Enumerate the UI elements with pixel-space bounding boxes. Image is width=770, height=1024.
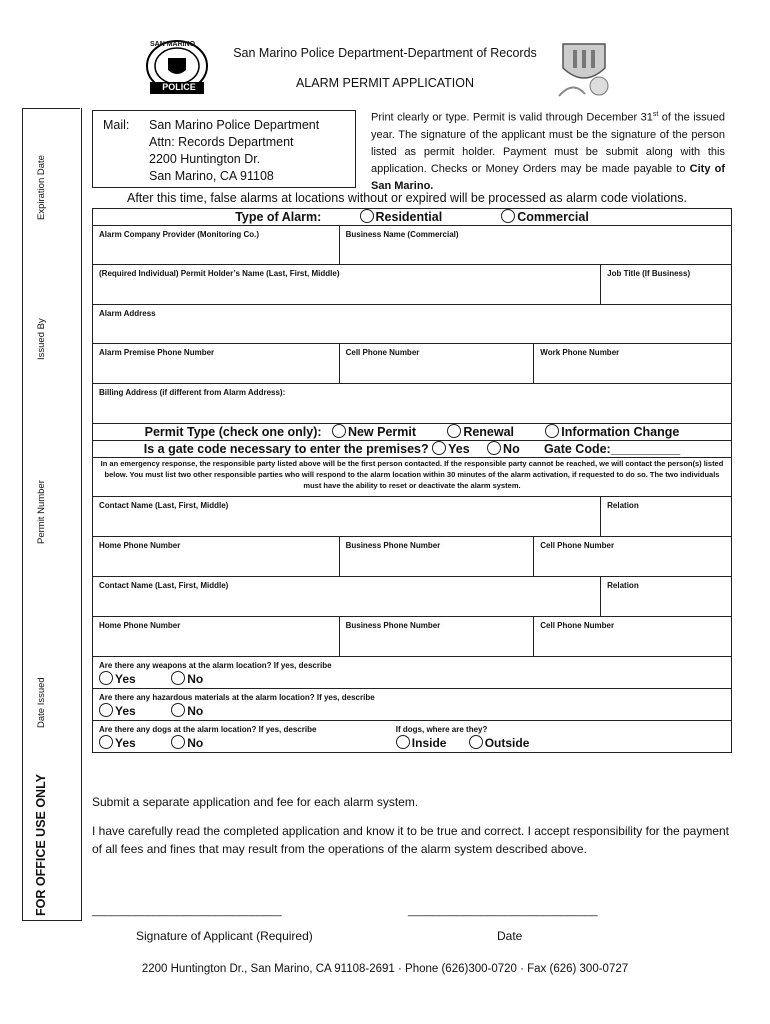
office-use-sidebar (22, 108, 82, 921)
dogs-inside-option[interactable]: Inside (396, 736, 447, 750)
expiration-date-label: Expiration Date (36, 155, 47, 220)
gate-no-radio[interactable] (487, 441, 501, 455)
dogs-no-radio[interactable] (171, 735, 185, 749)
cell-phone-field-2[interactable]: Cell Phone Number (534, 617, 732, 657)
dogs-inside-radio[interactable] (396, 735, 410, 749)
dogs-question: Are there any dogs at the alarm location? If yes, describe Yes No (93, 721, 534, 753)
emergency-notice: In an emergency response, the responsible party listed above will be the first person contacted. If the responsible party cannot be reached, we will contact the person(s) listed below. You must list two other responsible parties who will respond to the alarm location within 30 minutes of the alarm activation, if requested to do so. The two individuals must have the ability to reset or deactivate the alarm system. (93, 458, 732, 497)
date-line[interactable]: _______________________________ (408, 905, 598, 917)
hazmat-no-option[interactable]: No (171, 704, 203, 718)
residential-radio[interactable] (360, 209, 374, 223)
gate-yes-radio[interactable] (432, 441, 446, 455)
mail-line-2: Attn: Records Department (149, 135, 294, 149)
hazmat-yes-option[interactable]: Yes (99, 704, 136, 718)
dogs-location-question: If dogs, where are they? Inside Outside (534, 721, 732, 753)
violation-note: After this time, false alarms at locations without or expired will be processed as alarm code violations. (127, 191, 687, 205)
relation-field-2[interactable]: Relation (601, 577, 732, 617)
home-phone-field-1[interactable]: Home Phone Number (93, 537, 340, 577)
new-permit-radio[interactable] (332, 424, 346, 438)
badge-bottom-text: POLICE (162, 82, 196, 92)
office-use-only-label: FOR OFFICE USE ONLY (34, 774, 48, 916)
commercial-option[interactable]: Commercial (501, 210, 589, 224)
mail-line-1: San Marino Police Department (149, 118, 320, 132)
cell-phone-field[interactable]: Cell Phone Number (339, 344, 534, 384)
gate-question: Is a gate code necessary to enter the premises? (143, 442, 429, 456)
premise-phone-field[interactable]: Alarm Premise Phone Number (93, 344, 340, 384)
dogs-outside-option[interactable]: Outside (469, 736, 530, 750)
renewal-radio[interactable] (447, 424, 461, 438)
contact-name-field-1[interactable]: Contact Name (Last, First, Middle) (93, 497, 601, 537)
weapons-question: Are there any weapons at the alarm location? If yes, describe Yes No (93, 657, 732, 689)
new-permit-option[interactable]: New Permit (332, 425, 416, 439)
info-change-radio[interactable] (545, 424, 559, 438)
hazmat-yes-radio[interactable] (99, 703, 113, 717)
mail-line-4: San Marino, CA 91108 (149, 169, 274, 183)
home-phone-field-2[interactable]: Home Phone Number (93, 617, 340, 657)
signature-line[interactable]: _______________________________ (92, 905, 282, 917)
job-title-field[interactable]: Job Title (If Business) (601, 265, 732, 305)
hazmat-question: Are there any hazardous materials at the alarm location? If yes, describe Yes No (93, 689, 732, 721)
print-instructions: Print clearly or type. Permit is valid through December 31st of the issued year. The signature of the applicant must be the signature of the person listed as permit holder. Payment must be submit along with this application. Checks or Money Orders may be made payable to City of San Marino. (371, 111, 725, 192)
gate-yes-option[interactable]: Yes (432, 442, 470, 456)
weapons-no-radio[interactable] (171, 671, 185, 685)
weapons-yes-option[interactable]: Yes (99, 672, 136, 686)
business-phone-field-2[interactable]: Business Phone Number (339, 617, 534, 657)
business-phone-field-1[interactable]: Business Phone Number (339, 537, 534, 577)
weapons-yes-radio[interactable] (99, 671, 113, 685)
business-name-field[interactable]: Business Name (Commercial) (339, 226, 731, 265)
work-phone-field[interactable]: Work Phone Number (534, 344, 732, 384)
contact-name-field-2[interactable]: Contact Name (Last, First, Middle) (93, 577, 601, 617)
mail-line-3: 2200 Huntington Dr. (149, 152, 261, 166)
issued-by-label: Issued By (36, 318, 47, 360)
billing-address-field[interactable]: Billing Address (if different from Alarm Address): (93, 384, 732, 424)
dogs-yes-radio[interactable] (99, 735, 113, 749)
commercial-radio[interactable] (501, 209, 515, 223)
gate-code-field[interactable]: Gate Code:__________ (544, 442, 681, 456)
permit-holder-field[interactable]: (Required Individual) Permit Holder’s Name (Last, First, Middle) (93, 265, 601, 305)
alarm-company-field[interactable]: Alarm Company Provider (Monitoring Co.) (93, 226, 340, 265)
dogs-no-option[interactable]: No (171, 736, 203, 750)
relation-field-1[interactable]: Relation (601, 497, 732, 537)
hazmat-no-radio[interactable] (171, 703, 185, 717)
date-label: Date (497, 929, 523, 943)
signature-label: Signature of Applicant (Required) (136, 929, 313, 943)
certification-statement: I have carefully read the completed application and know it to be true and correct. I accept responsibility for the payment of all fees and fines that may result from the operations of the alarm system described above. (92, 824, 730, 856)
mail-address-box (92, 110, 356, 188)
mail-label: Mail: (103, 118, 130, 132)
badge-top-text: SAN MARINO (150, 41, 196, 48)
cell-phone-field-1[interactable]: Cell Phone Number (534, 537, 732, 577)
residential-option[interactable]: Residential (360, 210, 443, 224)
footer-contact: 2200 Huntington Dr., San Marino, CA 91108-2691 · Phone (626)300-0720 · Fax (626) 300-0727 (141, 963, 629, 975)
application-form (92, 208, 732, 753)
form-title: ALARM PERMIT APPLICATION (295, 76, 475, 90)
date-issued-label: Date Issued (36, 677, 47, 728)
permit-type-label: Permit Type (check one only): (144, 425, 322, 439)
alarm-address-field[interactable]: Alarm Address (93, 305, 732, 344)
alarm-type-label: Type of Alarm: (235, 210, 322, 224)
department-heading: San Marino Police Department-Department of Records (233, 46, 537, 60)
gate-no-option[interactable]: No (487, 442, 520, 456)
sidebar-top-border (22, 108, 80, 109)
weapons-no-option[interactable]: No (171, 672, 203, 686)
separate-application-note: Submit a separate application and fee for each alarm system. (92, 795, 419, 809)
info-change-option[interactable]: Information Change (545, 425, 679, 439)
dogs-outside-radio[interactable] (469, 735, 483, 749)
permit-number-label: Permit Number (36, 480, 47, 544)
renewal-option[interactable]: Renewal (447, 425, 514, 439)
dogs-yes-option[interactable]: Yes (99, 736, 136, 750)
